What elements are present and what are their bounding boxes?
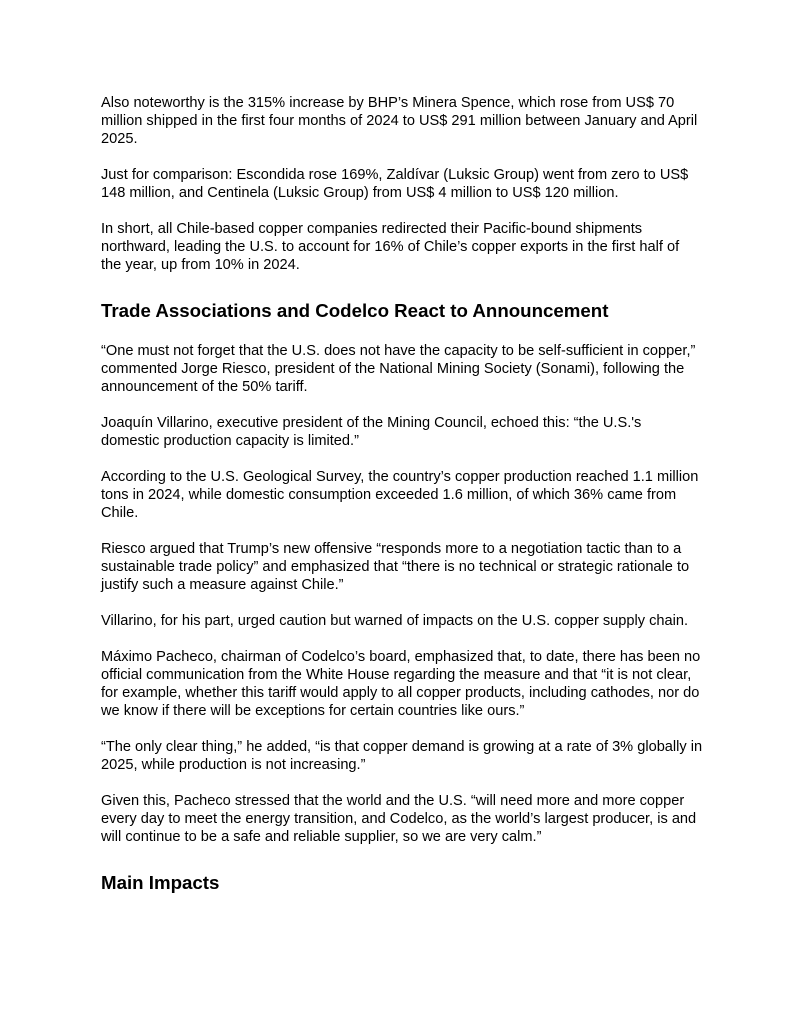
paragraph: “The only clear thing,” he added, “is that copper demand is growing at a rate of 3% globally in 2025, while production is not increasing.” [101, 739, 703, 773]
paragraph: Máximo Pacheco, chairman of Codelco’s board, emphasized that, to date, there has been no official communication from the White House regarding the measure and that “it is not clear, for example, whether this tariff would apply to all copper products, including cathodes, nor do we know if there will be exceptions for certain countries like ours.” [101, 649, 701, 719]
paragraph: In short, all Chile-based copper companies redirected their Pacific-bound shipments northward, leading the U.S. to account for 16% of Chile’s copper exports in the first half of the year, up from 10% in 2024. [101, 221, 680, 273]
section-heading: Trade Associations and Codelco React to Announcement [101, 300, 609, 321]
paragraph: According to the U.S. Geological Survey, the country’s copper production reached 1.1 million tons in 2024, while domestic consumption exceeded 1.6 million, of which 36% came from Chile. [101, 469, 699, 521]
document-page [101, 94, 703, 914]
paragraph: Joaquín Villarino, executive president of the Mining Council, echoed this: “the U.S.'s domestic production capacity is limited.” [101, 415, 642, 449]
paragraph: Riesco argued that Trump’s new offensive “responds more to a negotiation tactic than to a sustainable trade policy” and emphasized that “there is no technical or strategic rationale to justify such a measure against Chile.” [101, 541, 690, 593]
paragraph: Also noteworthy is the 315% increase by BHP’s Minera Spence, which rose from US$ 70 million shipped in the first four months of 2024 to US$ 291 million between January and April 2025. [101, 95, 698, 147]
section-heading: Main Impacts [101, 872, 220, 893]
paragraph: Given this, Pacheco stressed that the world and the U.S. “will need more and more copper every day to meet the energy transition, and Codelco, as the world’s largest producer, is and will continue to be a safe and reliable supplier, so we are very calm.” [101, 793, 697, 845]
paragraph: Just for comparison: Escondida rose 169%, Zaldívar (Luksic Group) went from zero to US$ 148 million, and Centinela (Luksic Group) from US$ 4 million to US$ 120 million. [101, 167, 689, 201]
paragraph: Villarino, for his part, urged caution but warned of impacts on the U.S. copper supply chain. [101, 613, 689, 629]
paragraph: “One must not forget that the U.S. does not have the capacity to be self-sufficient in copper,” commented Jorge Riesco, president of the National Mining Society (Sonami), following the announcement of the 50% tariff. [101, 343, 696, 395]
